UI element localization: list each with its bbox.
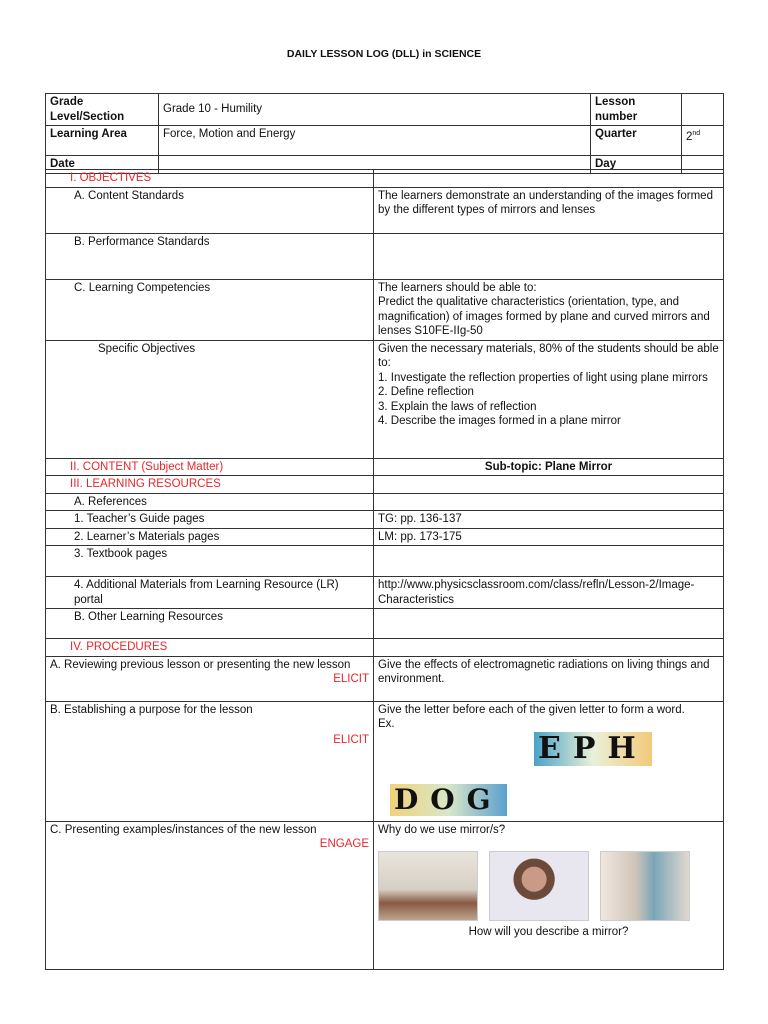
lesson-value [682, 94, 724, 126]
woman-mirror-image [489, 851, 589, 921]
content-value: Sub-topic: Plane Mirror [374, 458, 724, 476]
procedure-b-value: Give the letter before each of the given letter to form a word. Ex. EPH DOG [374, 701, 724, 821]
lesson-table [45, 169, 724, 970]
area-value: Force, Motion and Energy [159, 126, 591, 156]
lm-value: LM: pp. 173-175 [374, 528, 724, 546]
references-label: A. References [46, 493, 374, 511]
lm-label: 2. Learner’s Materials pages [46, 528, 374, 546]
mirror-caption: How will you describe a mirror? [468, 926, 629, 938]
textbook-label: 3. Textbook pages [46, 546, 374, 577]
specific-item: 3. Explain the laws of reflection [378, 400, 537, 413]
specific-item: 1. Investigate the reflection properties of light using plane mirrors [378, 371, 708, 384]
resources-heading: III. LEARNING RESOURCES [46, 476, 374, 494]
quarter-value: 2nd [682, 126, 724, 156]
content-standards-label: A. Content Standards [46, 187, 374, 233]
specific-item: 4. Describe the images formed in a plane mirror [378, 415, 621, 427]
objectives-heading: I. OBJECTIVES [46, 170, 374, 188]
woman-exercise-image [600, 851, 690, 921]
content-heading: II. CONTENT (Subject Matter) [46, 458, 374, 476]
procedure-a-label: A. Reviewing previous lesson or presenting the new lesson ELICIT [46, 656, 374, 701]
tg-label: 1. Teacher’s Guide pages [46, 511, 374, 529]
lesson-label: Lesson number [591, 94, 682, 126]
specific-item: 2. Define reflection [378, 386, 474, 398]
procedures-heading: IV. PROCEDURES [46, 639, 374, 657]
word-image-dog: DOG [390, 784, 507, 816]
elicit-tag: ELICIT [333, 673, 369, 685]
word-image-eph: EPH [534, 732, 652, 766]
document-title: DAILY LESSON LOG (DLL) in SCIENCE [286, 48, 482, 60]
date-label: Date [46, 156, 159, 174]
day-label: Day [591, 156, 682, 174]
header-table [45, 93, 724, 174]
engage-tag: ENGAGE [319, 838, 369, 850]
procedure-a-value: Give the effects of electromagnetic radiations on living things and environment. [374, 656, 724, 701]
procedure-b-label: B. Establishing a purpose for the lesson ELICIT [46, 701, 374, 821]
content-standards-value: The learners demonstrate an understanding of the images formed by the different types of mirrors and lenses [374, 187, 724, 233]
specific-objectives-value: Given the necessary materials, 80% of the students should be able to: 1. Investigate the reflection properties of light using plane mirrors 2. Define reflection 3. Explain the laws of reflection 4. Describe the images formed in a plane mirror [374, 340, 724, 458]
elicit-tag: ELICIT [333, 734, 369, 746]
competencies-label: C. Learning Competencies [46, 279, 374, 340]
tg-value: TG: pp. 136-137 [374, 511, 724, 529]
procedure-c-value: Why do we use mirror/s? How will you describe a mirror? [374, 821, 724, 969]
area-label: Learning Area [46, 126, 159, 156]
performance-standards-label: B. Performance Standards [46, 233, 374, 279]
additional-materials-label: 4. Additional Materials from Learning Resource (LR) portal [46, 577, 374, 609]
procedure-c-label: C. Presenting examples/instances of the new lesson ENGAGE [46, 821, 374, 969]
competencies-value: The learners should be able to: Predict the qualitative characteristics (orientation, type, and magnification) of images formed by plane and curved mirrors and lenses S10FE-IIg-50 [374, 279, 724, 340]
grade-value: Grade 10 - Humility [159, 94, 591, 126]
mirror-room-image [378, 851, 478, 921]
quarter-label: Quarter [591, 126, 682, 156]
grade-label: Grade Level/Section [46, 94, 159, 126]
additional-materials-value: http://www.physicsclassroom.com/class/refln/Lesson-2/Image-Characteristics [374, 577, 724, 609]
other-resources-label: B. Other Learning Resources [46, 609, 374, 639]
specific-objectives-label: Specific Objectives [46, 340, 374, 458]
performance-standards-value [374, 233, 724, 279]
